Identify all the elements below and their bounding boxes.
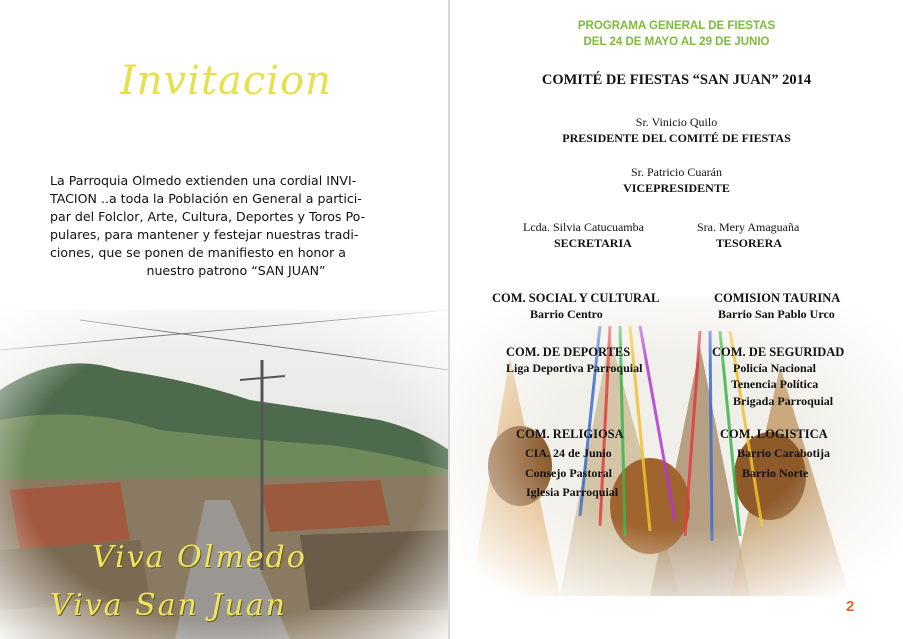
seguridad-committee-item: Policía Nacional <box>733 361 816 375</box>
vice-role: VICEPRESIDENTE <box>623 181 730 195</box>
left-page <box>0 0 449 639</box>
religiosa-committee-item: Consejo Pastoral <box>525 466 612 480</box>
treasurer-role: TESORERA <box>716 236 783 250</box>
seguridad-committee-title: COM. DE SEGURIDAD <box>712 345 845 359</box>
paragraph-line: TACION ..a toda la Población en General a partici- <box>50 191 362 206</box>
treasurer-name: Sra. Mery Amaguaña <box>697 220 800 234</box>
paragraph-line: La Parroquia Olmedo extienden una cordial INVI- <box>50 173 357 188</box>
paragraph-line: ciones, que se ponen de manifiesto en honor a <box>50 245 346 260</box>
president-role: PRESIDENTE DEL COMITÉ DE FIESTAS <box>562 131 791 145</box>
vice-name: Sr. Patricio Cuarán <box>631 165 722 179</box>
program-title-line2: DEL 24 DE MAYO AL 29 DE JUNIO <box>583 36 770 48</box>
deportes-committee-item: Liga Deportiva Parroquial <box>506 361 643 375</box>
president-name: Sr. Vinicio Quilo <box>635 115 718 129</box>
religiosa-committee-item: Iglesia Parroquial <box>526 485 619 499</box>
deportes-committee-title: COM. DE DEPORTES <box>506 345 631 359</box>
viva-san-juan-text: Viva San Juan <box>50 588 287 623</box>
paragraph-line: pulares, para mantener y festejar nuestras tradi- <box>50 227 359 242</box>
viva-olmedo-text: Viva Olmedo <box>92 540 307 575</box>
social-committee-item: Barrio Centro <box>530 307 603 321</box>
logistica-committee-title: COM. LOGISTICA <box>720 427 828 441</box>
taurina-committee-title: COMISION TAURINA <box>714 291 841 305</box>
taurina-committee-item: Barrio San Pablo Urco <box>718 307 835 321</box>
logistica-committee-item: Barrio Carabotija <box>737 446 830 460</box>
religiosa-committee-item: CIA. 24 de Junio <box>525 446 612 460</box>
page-number: 2 <box>846 598 855 615</box>
religiosa-committee-title: COM. RELIGIOSA <box>516 427 624 441</box>
right-page <box>450 0 903 639</box>
paragraph-line: par del Folclor, Arte, Cultura, Deportes y Toros Po- <box>50 209 366 224</box>
logistica-committee-item: Barrio Norte <box>742 466 809 480</box>
invitation-title: Invitacion <box>120 58 332 104</box>
paragraph-line: nuestro patrono “SAN JUAN” <box>146 263 326 278</box>
musicians-collage-image <box>450 296 903 596</box>
seguridad-committee-item: Brigada Parroquial <box>733 394 834 408</box>
social-committee-title: COM. SOCIAL Y CULTURAL <box>492 291 660 305</box>
committee-title: COMITÉ DE FIESTAS “SAN JUAN” 2014 <box>541 72 812 88</box>
secretary-role: SECRETARIA <box>554 236 632 250</box>
invitation-paragraph <box>50 172 422 280</box>
secretary-name: Lcda. Silvia Catucuamba <box>523 220 644 234</box>
seguridad-committee-item: Tenencia Política <box>731 377 819 391</box>
program-title-line1: PROGRAMA GENERAL DE FIESTAS <box>577 20 776 32</box>
